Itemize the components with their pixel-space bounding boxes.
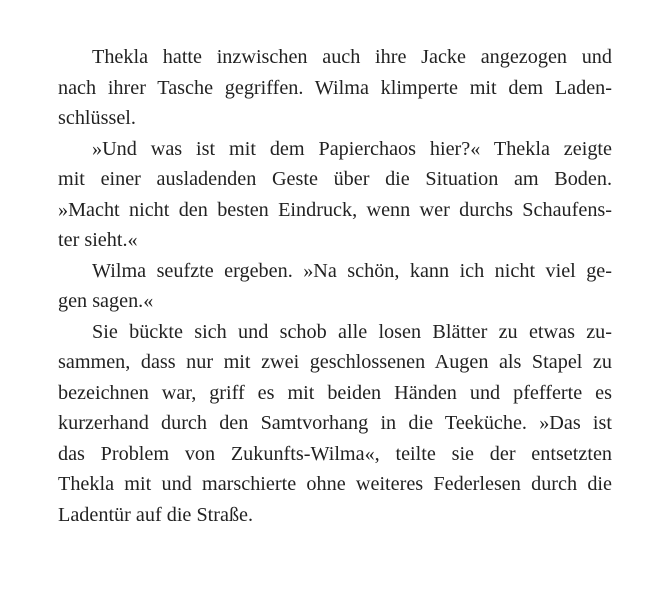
text-line: sammen, dass nur mit zwei geschlossenen Augen als Stapel zu xyxy=(58,351,612,373)
text-line: schlüssel. xyxy=(58,107,136,129)
text-line: das Problem von Zukunfts-Wilma«, teilte sie der entsetzten xyxy=(58,442,612,465)
text-line: Ladentür auf die Straße. xyxy=(58,503,254,526)
text-line: Sie bückte sich und schob alle losen Blätter zu etwas zu- xyxy=(92,320,612,343)
text-line: »Macht nicht den besten Eindruck, wenn wer durchs Schaufens- xyxy=(58,198,612,221)
body-text xyxy=(58,42,612,530)
text-line: bezeichnen war, griff es mit beiden Händen und pfefferte es xyxy=(58,381,612,404)
text-line: mit einer ausladenden Geste über die Situation am Boden. xyxy=(58,168,612,190)
text-line: nach ihrer Tasche gegriffen. Wilma klimperte mit dem Laden- xyxy=(58,76,612,99)
text-line: Wilma seufzte ergeben. »Na schön, kann ich nicht viel ge- xyxy=(92,259,612,282)
text-line: Thekla mit und marschierte ohne weiteres Federlesen durch die xyxy=(58,473,612,495)
text-line: Thekla hatte inzwischen auch ihre Jacke angezogen und xyxy=(92,46,612,68)
text-line: »Und was ist mit dem Papierchaos hier?« Thekla zeigte xyxy=(92,137,612,160)
text-line: gen sagen.« xyxy=(58,290,154,312)
text-line: kurzerhand durch den Samtvorhang in die Teeküche. »Das ist xyxy=(58,412,612,434)
text-line: ter sieht.« xyxy=(58,229,138,251)
